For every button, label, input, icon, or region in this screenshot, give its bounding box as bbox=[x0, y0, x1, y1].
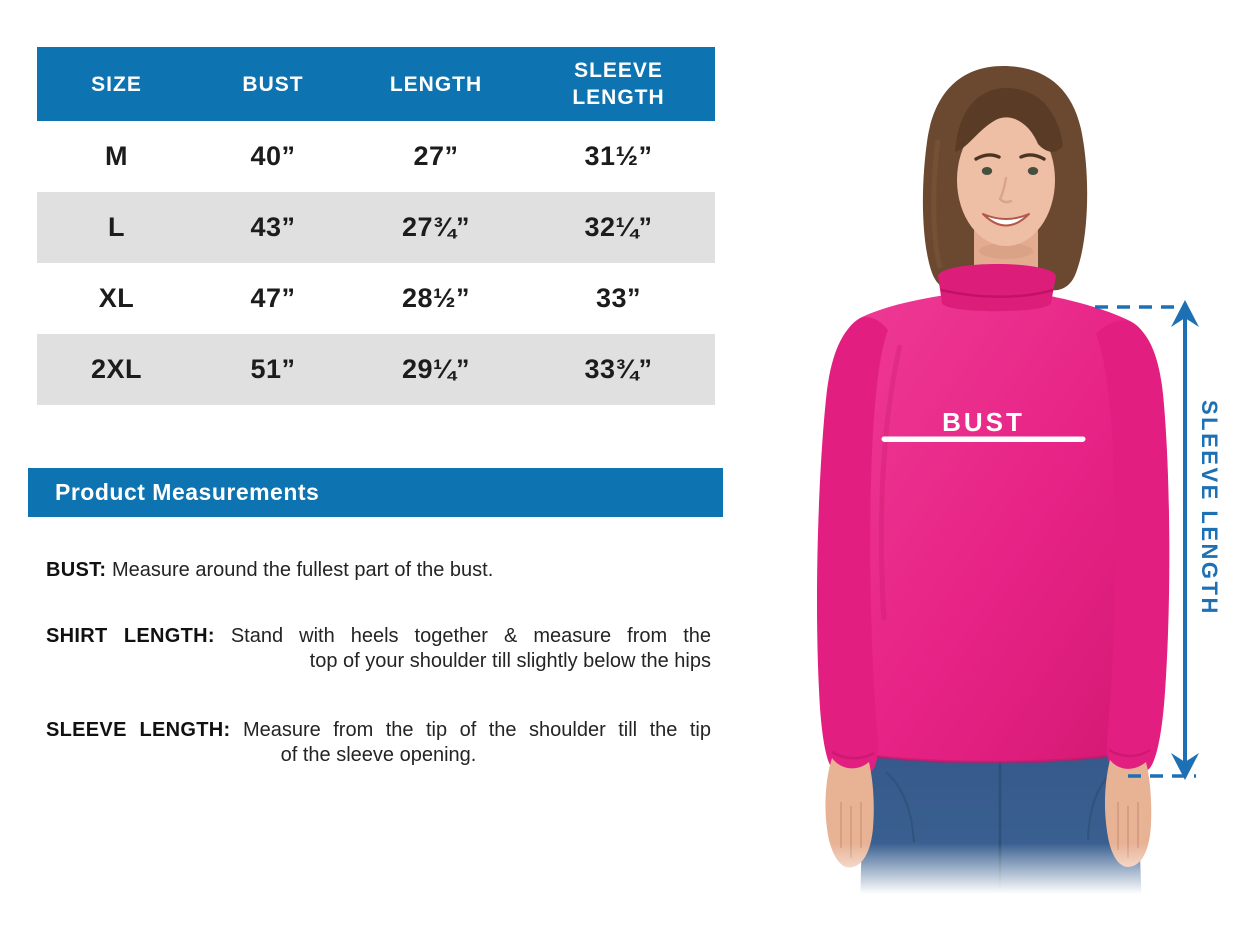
section-title: Product Measurements bbox=[55, 479, 320, 505]
note-shirt-length: SHIRT LENGTH: Stand with heels together & measure from the top of your shoulder till slightly below the hips bbox=[46, 625, 711, 672]
table-row bbox=[37, 192, 715, 263]
bust-cell: 47” bbox=[250, 283, 296, 313]
length-cell: 27¾” bbox=[401, 212, 471, 242]
bust-cell: 40” bbox=[250, 141, 296, 171]
note-sleeve-length: SLEEVE LENGTH: Measure from the tip of the shoulder till the tip of the sleeve opening. bbox=[46, 719, 711, 766]
bust-annotation-line bbox=[882, 437, 1085, 442]
length-cell: 29¼” bbox=[401, 354, 471, 384]
sleeve-cell: 33” bbox=[595, 283, 642, 313]
size-cell: L bbox=[108, 212, 125, 242]
note-sleeve-label: SLEEVE LENGTH: bbox=[46, 719, 231, 741]
section-header bbox=[28, 468, 723, 517]
photo-fade-solid bbox=[780, 898, 1250, 938]
note-bust bbox=[46, 558, 711, 583]
header-size: SIZE bbox=[91, 72, 142, 96]
note-sleeve-text: SLEEVE LENGTH: Measure from the tip of the shoulder till the tip bbox=[46, 719, 711, 741]
table-row bbox=[37, 263, 715, 334]
note-bust-label: BUST: bbox=[46, 559, 107, 581]
size-cell: XL bbox=[98, 283, 135, 313]
header-length: LENGTH bbox=[389, 72, 483, 96]
length-cell: 27” bbox=[413, 141, 459, 171]
table-row bbox=[37, 121, 715, 192]
sleeve-cell: 32¼” bbox=[584, 212, 653, 242]
length-cell: 28½” bbox=[401, 283, 471, 313]
size-cell: M bbox=[105, 141, 128, 171]
size-table bbox=[37, 47, 715, 405]
bust-cell: 51” bbox=[250, 354, 296, 384]
right-eye bbox=[1028, 167, 1038, 175]
photo-fade bbox=[780, 843, 1250, 903]
table-row bbox=[37, 334, 715, 405]
sleeve-cell: 31½” bbox=[584, 141, 653, 171]
bust-cell: 43” bbox=[250, 212, 296, 242]
header-sleeve-length: SLEEVE LENGTH bbox=[572, 59, 665, 109]
note-shirt-text: SHIRT LENGTH: Stand with heels together & measure from the bbox=[46, 625, 711, 647]
sleeve-annotation-label: SLEEVE LENGTH bbox=[1197, 400, 1222, 616]
header-bust: BUST bbox=[242, 72, 304, 96]
turtleneck-collar bbox=[938, 264, 1056, 311]
note-bust-text: BUST: Measure around the fullest part of the bust. bbox=[46, 559, 494, 581]
sleeve-cell: 33¾” bbox=[584, 354, 653, 384]
size-table-header bbox=[37, 47, 715, 121]
size-cell: 2XL bbox=[90, 354, 143, 384]
bust-annotation-label: BUST bbox=[942, 407, 1025, 437]
left-eye bbox=[982, 167, 992, 175]
note-shirt-label: SHIRT LENGTH: bbox=[46, 625, 215, 647]
